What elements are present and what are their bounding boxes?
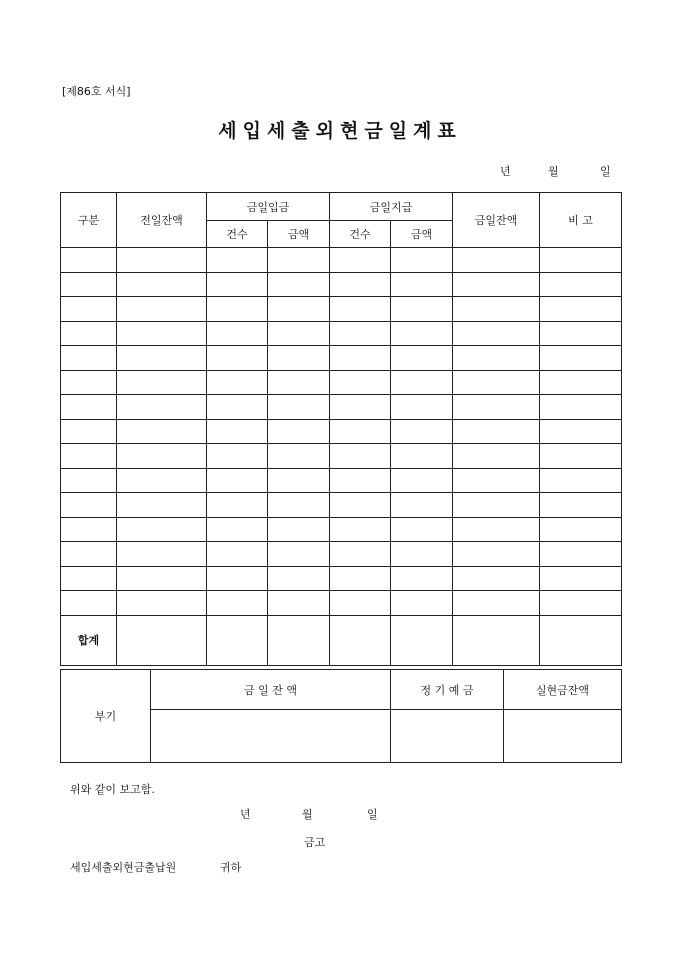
header-today-balance: 금일잔액 [453, 193, 540, 248]
cell-receipts-amount[interactable] [268, 566, 330, 591]
cell-category[interactable] [61, 542, 117, 567]
cell-payments-amount[interactable] [391, 395, 453, 420]
cell-prev-balance[interactable] [117, 444, 207, 469]
cell-remarks[interactable] [540, 517, 622, 542]
table-row [61, 248, 622, 273]
total-today-balance[interactable] [453, 615, 540, 665]
table-row [61, 542, 622, 567]
cell-category[interactable] [61, 444, 117, 469]
total-receipts-count[interactable] [207, 615, 268, 665]
cell-payments-count[interactable] [330, 419, 391, 444]
table-row [61, 566, 622, 591]
cell-receipts-count[interactable] [207, 297, 268, 322]
cell-category[interactable] [61, 272, 117, 297]
cell-today-balance[interactable] [453, 419, 540, 444]
total-payments-count[interactable] [330, 615, 391, 665]
cell-today-balance[interactable] [453, 566, 540, 591]
cell-prev-balance[interactable] [117, 591, 207, 616]
cell-receipts-amount[interactable] [268, 370, 330, 395]
cell-category[interactable] [61, 493, 117, 518]
table-row [61, 370, 622, 395]
cell-prev-balance[interactable] [117, 346, 207, 371]
cell-prev-balance[interactable] [117, 517, 207, 542]
table-row [61, 395, 622, 420]
cell-payments-amount[interactable] [391, 419, 453, 444]
table-row [61, 346, 622, 371]
cell-prev-balance[interactable] [117, 566, 207, 591]
footer-day-label: 일 [367, 808, 378, 821]
header-today-payments: 금일지급 [330, 193, 453, 221]
cell-payments-amount[interactable] [391, 517, 453, 542]
cell-payments-amount[interactable] [391, 591, 453, 616]
cell-receipts-count[interactable] [207, 566, 268, 591]
cell-category[interactable] [61, 566, 117, 591]
cell-receipts-count[interactable] [207, 321, 268, 346]
cell-payments-count[interactable] [330, 591, 391, 616]
table-row [61, 591, 622, 616]
header-payments-count: 건수 [330, 221, 391, 248]
cell-payments-count[interactable] [330, 346, 391, 371]
cell-receipts-count[interactable] [207, 419, 268, 444]
cell-receipts-count[interactable] [207, 493, 268, 518]
total-label: 합계 [61, 615, 117, 665]
cell-payments-count[interactable] [330, 468, 391, 493]
cell-today-balance[interactable] [453, 493, 540, 518]
cell-receipts-count[interactable] [207, 542, 268, 567]
cell-today-balance[interactable] [453, 517, 540, 542]
cell-payments-amount[interactable] [391, 297, 453, 322]
cell-prev-balance[interactable] [117, 468, 207, 493]
cell-today-balance[interactable] [453, 297, 540, 322]
cell-receipts-count[interactable] [207, 517, 268, 542]
recipient-label: 세입세출외현금출납원 [70, 861, 177, 874]
table-row [61, 517, 622, 542]
cell-remarks[interactable] [540, 297, 622, 322]
cell-remarks[interactable] [540, 493, 622, 518]
table-row [61, 493, 622, 518]
cell-payments-amount[interactable] [391, 272, 453, 297]
supplement-today-balance-value[interactable] [151, 710, 391, 763]
cell-prev-balance[interactable] [117, 321, 207, 346]
cell-receipts-amount[interactable] [268, 395, 330, 420]
cell-category[interactable] [61, 517, 117, 542]
cell-payments-amount[interactable] [391, 468, 453, 493]
cell-today-balance[interactable] [453, 321, 540, 346]
cell-receipts-count[interactable] [207, 395, 268, 420]
header-receipts-amount: 금액 [268, 221, 330, 248]
cell-receipts-count[interactable] [207, 468, 268, 493]
cell-receipts-amount[interactable] [268, 444, 330, 469]
cell-payments-count[interactable] [330, 444, 391, 469]
header-today-receipts: 금일입금 [207, 193, 330, 221]
supplement-today-balance: 금 일 잔 액 [151, 670, 391, 710]
supplement-time-deposit: 정 기 예 금 [391, 670, 504, 710]
cell-category[interactable] [61, 419, 117, 444]
table-row [61, 321, 622, 346]
date-month-label: 월 [548, 165, 559, 178]
table-row [61, 297, 622, 322]
cell-payments-count[interactable] [330, 297, 391, 322]
cell-remarks[interactable] [540, 444, 622, 469]
cell-receipts-amount[interactable] [268, 493, 330, 518]
cell-remarks[interactable] [540, 395, 622, 420]
cell-receipts-amount[interactable] [268, 321, 330, 346]
cell-today-balance[interactable] [453, 468, 540, 493]
cell-prev-balance[interactable] [117, 248, 207, 273]
date-year-label: 년 [500, 165, 511, 178]
cell-receipts-count[interactable] [207, 248, 268, 273]
cell-remarks[interactable] [540, 248, 622, 273]
report-line: 위와 같이 보고함. [70, 783, 155, 796]
cell-today-balance[interactable] [453, 395, 540, 420]
header-prev-balance: 전일잔액 [117, 193, 207, 248]
cell-payments-count[interactable] [330, 370, 391, 395]
total-prev-balance[interactable] [117, 615, 207, 665]
footer-month-label: 월 [302, 808, 313, 821]
total-remarks[interactable] [540, 615, 622, 665]
header-receipts-count: 건수 [207, 221, 268, 248]
cell-today-balance[interactable] [453, 591, 540, 616]
cell-receipts-amount[interactable] [268, 591, 330, 616]
cell-prev-balance[interactable] [117, 419, 207, 444]
header-remarks: 비 고 [540, 193, 622, 248]
cell-prev-balance[interactable] [117, 542, 207, 567]
header-category: 구분 [61, 193, 117, 248]
table-row [61, 419, 622, 444]
cell-category[interactable] [61, 370, 117, 395]
cell-category[interactable] [61, 248, 117, 273]
cell-payments-count[interactable] [330, 272, 391, 297]
cell-receipts-amount[interactable] [268, 346, 330, 371]
cell-receipts-count[interactable] [207, 370, 268, 395]
cell-payments-amount[interactable] [391, 542, 453, 567]
cell-remarks[interactable] [540, 370, 622, 395]
table-row [61, 468, 622, 493]
cell-remarks[interactable] [540, 419, 622, 444]
page-title: 세입세출외현금일계표 [218, 120, 462, 142]
supplement-label: 부기 [61, 670, 151, 763]
cell-payments-amount[interactable] [391, 370, 453, 395]
cell-receipts-amount[interactable] [268, 248, 330, 273]
cell-prev-balance[interactable] [117, 370, 207, 395]
table-row [61, 272, 622, 297]
date-day-label: 일 [600, 165, 611, 178]
cell-today-balance[interactable] [453, 346, 540, 371]
cell-category[interactable] [61, 395, 117, 420]
cell-prev-balance[interactable] [117, 395, 207, 420]
cell-receipts-amount[interactable] [268, 272, 330, 297]
cell-prev-balance[interactable] [117, 493, 207, 518]
cell-payments-amount[interactable] [391, 493, 453, 518]
cell-receipts-count[interactable] [207, 346, 268, 371]
supplement-table [60, 669, 622, 763]
cell-today-balance[interactable] [453, 248, 540, 273]
daily-cash-table [60, 192, 622, 666]
cell-remarks[interactable] [540, 542, 622, 567]
cell-receipts-amount[interactable] [268, 517, 330, 542]
cell-receipts-amount[interactable] [268, 542, 330, 567]
cell-today-balance[interactable] [453, 272, 540, 297]
cell-payments-count[interactable] [330, 517, 391, 542]
cell-today-balance[interactable] [453, 370, 540, 395]
cell-today-balance[interactable] [453, 444, 540, 469]
total-receipts-amount[interactable] [268, 615, 330, 665]
cell-category[interactable] [61, 297, 117, 322]
cell-receipts-amount[interactable] [268, 468, 330, 493]
cell-payments-count[interactable] [330, 493, 391, 518]
form-number: [제86호 서식] [62, 85, 131, 98]
cell-payments-count[interactable] [330, 566, 391, 591]
cell-remarks[interactable] [540, 591, 622, 616]
supplement-time-deposit-value[interactable] [391, 710, 504, 763]
supplement-actual-cash: 실현금잔액 [504, 670, 622, 710]
cell-remarks[interactable] [540, 468, 622, 493]
cell-payments-count[interactable] [330, 248, 391, 273]
cell-category[interactable] [61, 346, 117, 371]
cell-payments-count[interactable] [330, 542, 391, 567]
cell-prev-balance[interactable] [117, 272, 207, 297]
bank-label: 금고 [304, 836, 326, 849]
cell-category[interactable] [61, 468, 117, 493]
cell-receipts-count[interactable] [207, 444, 268, 469]
cell-payments-amount[interactable] [391, 346, 453, 371]
cell-remarks[interactable] [540, 272, 622, 297]
cell-prev-balance[interactable] [117, 297, 207, 322]
cell-payments-amount[interactable] [391, 444, 453, 469]
cell-remarks[interactable] [540, 321, 622, 346]
cell-remarks[interactable] [540, 566, 622, 591]
header-payments-amount: 금액 [391, 221, 453, 248]
cell-receipts-count[interactable] [207, 591, 268, 616]
cell-payments-count[interactable] [330, 321, 391, 346]
cell-receipts-count[interactable] [207, 272, 268, 297]
total-row [61, 615, 622, 665]
honorific-label: 귀하 [220, 861, 242, 874]
cell-payments-amount[interactable] [391, 248, 453, 273]
cell-category[interactable] [61, 591, 117, 616]
cell-receipts-amount[interactable] [268, 419, 330, 444]
footer-year-label: 년 [240, 808, 251, 821]
cell-remarks[interactable] [540, 346, 622, 371]
cell-category[interactable] [61, 321, 117, 346]
total-payments-amount[interactable] [391, 615, 453, 665]
supplement-actual-cash-value[interactable] [504, 710, 622, 763]
cell-today-balance[interactable] [453, 542, 540, 567]
cell-payments-count[interactable] [330, 395, 391, 420]
cell-payments-amount[interactable] [391, 566, 453, 591]
cell-payments-amount[interactable] [391, 321, 453, 346]
cell-receipts-amount[interactable] [268, 297, 330, 322]
table-row [61, 444, 622, 469]
